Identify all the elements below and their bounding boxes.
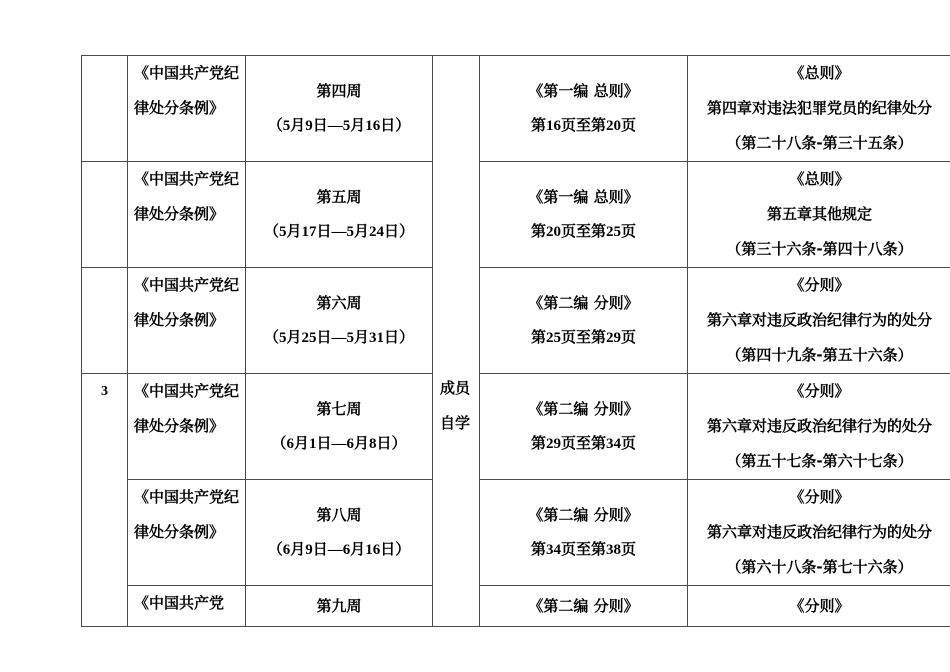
pages-range: 第16页至第20页 (530, 117, 636, 134)
week-cell (246, 162, 433, 268)
material-cell: 《中国共产党纪律处分条例》 (128, 162, 246, 268)
content-part: 《分则》 (789, 488, 850, 506)
pages-book: 《第二编 分则》 (528, 505, 639, 524)
content-cell (688, 374, 950, 480)
table-row (82, 374, 950, 480)
week-label: 第五周 (316, 187, 362, 206)
content-part: 《总则》 (789, 64, 850, 82)
week-label: 第六周 (316, 293, 362, 312)
pages-book: 《第二编 分则》 (528, 293, 639, 312)
content-articles: （第四十九条-第五十六条） (726, 346, 913, 364)
content-chapter: 第六章对违反政治纪律行为的处分 (706, 311, 932, 329)
pages-range: 第25页至第29页 (530, 329, 636, 346)
content-chapter: 第六章对违反政治纪律行为的处分 (706, 523, 932, 541)
content-cell (688, 268, 950, 374)
pages-range: 第29页至第34页 (530, 435, 636, 452)
material-cell: 《中国共产党纪律处分条例》 (128, 374, 246, 480)
content-cell (688, 586, 950, 627)
week-cell (246, 586, 433, 627)
table-row (82, 56, 950, 162)
week-date-range: （6月1日—6月8日） (271, 435, 407, 452)
study-schedule-table (81, 55, 950, 627)
week-label: 第七周 (316, 399, 362, 418)
pages-range: 第34页至第38页 (530, 541, 636, 558)
content-articles: （第三十六条-第四十八条） (726, 240, 913, 258)
week-date-range: （6月9日—6月16日） (267, 541, 411, 558)
content-cell (688, 56, 950, 162)
sequence-number-cell: 3 (82, 374, 128, 627)
table-row (82, 268, 950, 374)
material-cell: 《中国共产党 (128, 586, 246, 627)
content-chapter: 第四章对违法犯罪党员的纪律处分 (706, 99, 932, 117)
content-articles: （第二十八条-第三十五条） (726, 134, 913, 152)
week-label: 第八周 (316, 505, 362, 524)
week-cell (246, 56, 433, 162)
table-row (82, 162, 950, 268)
pages-cell (480, 586, 688, 627)
week-label: 第四周 (316, 81, 362, 100)
content-cell (688, 480, 950, 586)
week-date-range: （5月9日—5月16日） (267, 117, 411, 134)
material-cell: 《中国共产党纪律处分条例》 (128, 56, 246, 162)
pages-cell (480, 268, 688, 374)
content-part: 《分则》 (789, 276, 850, 294)
table-row (82, 586, 950, 627)
study-method-cell: 成员自学 (433, 56, 480, 627)
material-cell: 《中国共产党纪律处分条例》 (128, 480, 246, 586)
pages-cell (480, 374, 688, 480)
pages-range: 第20页至第25页 (530, 223, 636, 240)
sequence-cell (82, 268, 128, 374)
pages-book: 《第一编 总则》 (528, 187, 639, 206)
week-date-range: （5月17日—5月24日） (263, 223, 414, 240)
content-part: 《分则》 (789, 382, 850, 400)
table-row (82, 480, 950, 586)
content-chapter: 第六章对违反政治纪律行为的处分 (706, 417, 932, 435)
content-cell (688, 162, 950, 268)
content-part: 《总则》 (789, 170, 850, 188)
sequence-cell (82, 162, 128, 268)
content-part: 《分则》 (789, 596, 850, 615)
week-date-range: （5月25日—5月31日） (263, 329, 414, 346)
pages-book: 《第一编 总则》 (528, 81, 639, 100)
week-cell (246, 480, 433, 586)
content-articles: （第五十七条-第六十七条） (726, 452, 913, 470)
week-cell (246, 268, 433, 374)
pages-cell (480, 162, 688, 268)
week-cell (246, 374, 433, 480)
pages-cell (480, 480, 688, 586)
week-label: 第九周 (316, 596, 362, 615)
sequence-cell (82, 56, 128, 162)
pages-book: 《第二编 分则》 (528, 399, 639, 418)
content-chapter: 第五章其他规定 (766, 205, 872, 223)
pages-cell (480, 56, 688, 162)
pages-book: 《第二编 分则》 (528, 596, 639, 615)
material-cell: 《中国共产党纪律处分条例》 (128, 268, 246, 374)
content-articles: （第六十八条-第七十六条） (726, 558, 913, 576)
